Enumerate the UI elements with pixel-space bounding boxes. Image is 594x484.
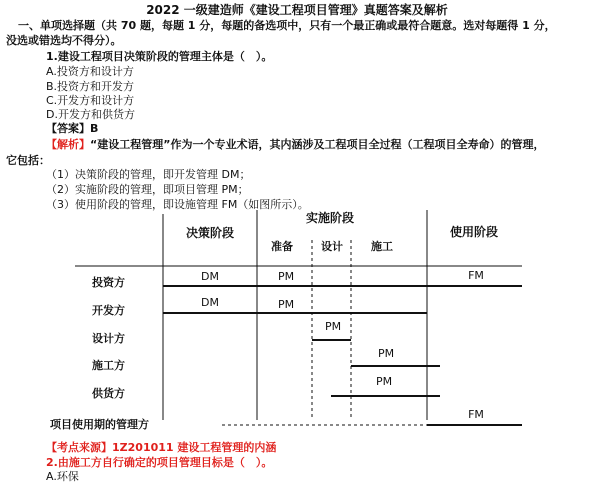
- question-1-option-a: A.投资方和设计方: [46, 65, 134, 78]
- segment-supplier-pm: PM: [375, 375, 393, 388]
- header-design: 设计: [321, 240, 343, 253]
- section-heading: 一、单项选择题（共 70 题，每题 1 分，每题的备选项中，只有一个最正确或最符合题意。选对每题得 1 分，: [18, 19, 556, 32]
- segment-developer-dm: DM: [201, 296, 219, 309]
- header-decision: 决策阶段: [185, 226, 235, 240]
- analysis-point-1: （1）决策阶段的管理，即开发管理 DM；: [46, 168, 251, 181]
- row-label-contractor: 施工方: [92, 359, 125, 372]
- document-title: 2022 一级建造师《建设工程项目管理》真题答案及解析: [146, 3, 448, 17]
- header-implementation: 实施阶段: [305, 211, 355, 225]
- question-2-stem: 2.由施工方自行确定的项目管理目标是（ ）。: [46, 456, 273, 469]
- analysis-continued: 它包括：: [6, 154, 50, 167]
- segment-designer-pm: PM: [324, 320, 342, 333]
- header-use: 使用阶段: [449, 225, 499, 239]
- question-1-option-b: B.投资方和开发方: [46, 80, 135, 93]
- source-tag: 【考点来源】: [46, 441, 112, 454]
- source-line: [46, 441, 276, 455]
- row-label-designer: 设计方: [92, 332, 125, 345]
- header-construction: 施工: [371, 240, 393, 253]
- question-1-option-c: C.开发方和设计方: [46, 94, 135, 107]
- segment-developer-pm: PM: [277, 298, 295, 311]
- row-label-supplier: 供货方: [92, 387, 125, 400]
- segment-investor-pm: PM: [277, 270, 295, 283]
- segment-contractor-pm: PM: [377, 347, 395, 360]
- row-label-operator: 项目使用期的管理方: [50, 418, 149, 431]
- analysis-text: “建设工程管理”作为一个专业术语，其内涵涉及工程项目全过程（工程项目全寿命）的管理，: [90, 138, 545, 151]
- question-2-option-a: A.环保: [46, 470, 79, 483]
- segment-operator-fm: FM: [468, 408, 484, 421]
- header-prepare: 准备: [271, 240, 293, 253]
- analysis-tag: 【解析】: [46, 138, 90, 151]
- question-1-stem: 1.建设工程项目决策阶段的管理主体是（ ）。: [46, 50, 273, 63]
- question-1-option-d: D.开发方和供货方: [46, 108, 135, 121]
- row-label-developer: 开发方: [92, 304, 125, 317]
- analysis-point-2: （2）实施阶段的管理，即项目管理 PM；: [46, 183, 249, 196]
- analysis-point-3: （3）使用阶段的管理，即设施管理 FM（如图所示）。: [46, 198, 309, 211]
- source-text: 1Z201011 建设工程管理的内涵: [112, 441, 277, 454]
- row-label-investor: 投资方: [92, 276, 125, 289]
- segment-investor-dm: DM: [201, 270, 219, 283]
- segment-investor-fm: FM: [468, 269, 484, 282]
- question-1-answer: 【答案】B: [46, 122, 99, 135]
- section-heading-continued: 没选或错选均不得分）。: [6, 34, 122, 47]
